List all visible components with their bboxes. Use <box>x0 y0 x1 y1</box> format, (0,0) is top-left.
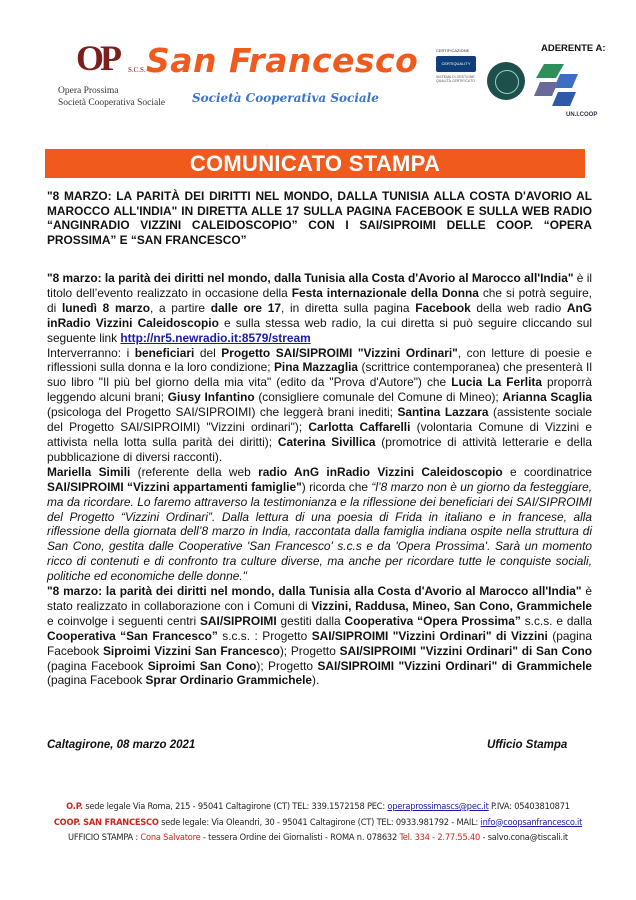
text: dalle ore 17 <box>210 300 281 315</box>
text: Cooperativa “San Francesco” <box>47 628 218 643</box>
sf-mail-link[interactable]: info@coopsanfrancesco.it <box>480 816 583 828</box>
footer <box>36 799 600 846</box>
text: Carlotta Caffarelli <box>308 420 411 435</box>
text: , a partire <box>150 300 211 315</box>
headline: "8 MARZO: LA PARITÀ DEI DIRITTI NEL MONDO, DALLA TUNISIA ALLA COSTA D'AVORIO AL MAROCCO ALL'INDIA" IN DIRETTA ALLE 17 SULLA PAGINA FACEBOOK E SULLA WEB RADIO “ANGINRADIO VIZZINI CALEIDOSCOPIO” CON I SAI/SIPROIMI DELLE COOP. “OPERA PROSSIMA” E “SAN FRANCESCO” <box>47 189 592 247</box>
certiquality-badge: CERTIQUALITY <box>436 56 476 72</box>
text: Festa internazionale della Donna <box>291 285 479 300</box>
text: (volontaria Comune di Vizzini e attivista nella lotta sulla parità dei diritti); <box>47 420 592 449</box>
paragraph-quote <box>47 465 592 584</box>
text: s.c.s. e dalla <box>520 613 592 628</box>
text: e coordinatrice <box>502 464 592 479</box>
footer-line-press <box>36 830 600 846</box>
text: SAI/SIPROIMI "Vizzini Ordinari" di Grammichele <box>317 658 592 673</box>
op-logo-scs: S.C.S. <box>128 66 146 74</box>
text: Siproimi Vizzini San Francesco <box>102 643 280 658</box>
quote: “l’8 marzo non è un giorno da festeggiare, ma da ricordare. Lo faremo attraverso la testimonianza e la riflessione dei beneficiari dei SAI/SIPROIMI del Progetto “Vizzini Ordinari”. Dalla lettura di una poesia di Frida in italiano e in francese, alla riflessione della giornata dell’8 marzo in India, raccontata dalla famiglia indiana ospite nella struttura di San Cono, gestita dalle Cooperative 'San Francesco' s.c.s e da 'Opera Prossima'. Sarà un momento ricco di contenuti e di confronto tra culture diverse, ma anche per ricordare tutte le conquiste sociali, politiche ed economiche delle donne." <box>47 479 592 584</box>
text: Vizzini, Raddusa, Mineo, San Cono, Grammichele <box>311 598 592 613</box>
text: Arianna Scaglia <box>502 390 593 405</box>
text: Sprar Ordinario Grammichele <box>145 673 313 688</box>
text: è il titolo dell’evento realizzato in occasione della <box>47 271 592 300</box>
press-contact-name: Cona Salvatore <box>140 832 201 843</box>
unicoop-logo-icon <box>532 60 582 120</box>
text: (pagina Facebook <box>47 658 148 673</box>
text: Mariella Simili <box>47 464 131 479</box>
text: e coinvolge i seguenti centri <box>47 613 200 628</box>
accredia-seal-icon <box>487 62 525 100</box>
text: Progetto SAI/SIPROIMI "Vizzini Ordinari" <box>221 345 458 360</box>
text: che si potrà seguire, di <box>47 285 592 315</box>
unicoop-label: UN.I.COOP <box>566 112 598 118</box>
text: radio AnG inRadio Vizzini Caleidoscopio <box>258 464 503 479</box>
text: Cooperativa “Opera Prossima” <box>344 613 521 628</box>
cert-head: CERTIFICAZIONE <box>436 48 470 53</box>
stream-link[interactable]: http://nr5.newradio.it:8579/stream <box>120 330 311 345</box>
text: SAI/SIPROIMI <box>200 613 277 628</box>
text: Caterina Sivillica <box>277 434 376 449</box>
text: ). <box>312 673 320 688</box>
op-name-line1: Opera Prossima <box>58 86 119 96</box>
op-logo-name <box>58 86 165 110</box>
text: Pina Mazzaglia <box>273 360 359 375</box>
text: (consigliere comunale del Comune di Mineo); <box>254 390 503 405</box>
paragraph-speakers <box>47 346 592 465</box>
footer-op-tag: O.P. <box>66 801 83 812</box>
footer-sf-tag: COOP. SAN FRANCESCO <box>53 816 159 828</box>
op-pec-link[interactable]: operaprossimascs@pec.it <box>387 801 489 812</box>
text: sede legale: Via Oleandri, 30 - 95041 Caltagirone (CT) TEL: 0933.981792 - MAIL: <box>158 816 481 828</box>
cert-text: SISTEMA DI GESTIONE QUALITÀ CERTIFICATO <box>436 75 475 84</box>
press-release-banner: COMUNICATO STAMPA <box>45 149 585 178</box>
text: lunedì 8 marzo <box>61 300 150 315</box>
op-name-line2: Società Cooperativa Sociale <box>58 97 166 108</box>
footer-line-op <box>36 799 600 815</box>
text: della web radio <box>470 300 567 315</box>
text: ) ricorda che <box>301 479 372 494</box>
text: (pagina Facebook <box>47 628 592 658</box>
text: AnG inRadio Vizzini Caleidoscopio <box>47 300 593 330</box>
san-francesco-subtitle: Società Cooperativa Sociale <box>192 91 379 105</box>
text: UFFICIO STAMPA : <box>68 832 141 843</box>
text: e sulla stessa web radio, la cui diretta si può seguire cliccando sul seguente link <box>47 315 592 345</box>
text: P.IVA: 05403810871 <box>488 801 570 812</box>
press-release-body <box>47 271 592 688</box>
paragraph-collaboration <box>47 584 592 688</box>
text: ); Progetto <box>279 643 340 658</box>
press-office-signature: Ufficio Stampa <box>487 739 568 751</box>
text: beneficiari <box>134 345 195 360</box>
event-title: "8 marzo: la parità dei diritti nel mondo, dalla Tunisia alla Costa d'Avorio al Marocco all'India" <box>47 271 574 285</box>
text: - tessera Ordine dei Giornalisti - ROMA n. 078632 <box>200 832 400 843</box>
text: proporrà leggendo alcuni brani; <box>47 375 593 405</box>
text: (psicologa del Progetto SAI/SIPROIMI) che leggerà brani inediti; <box>47 405 398 420</box>
text: (assistente sociale del Progetto SAI/SIPROIMI) "Vizzini ordinari"); <box>47 405 593 435</box>
text: ); Progetto <box>256 658 318 673</box>
text: Santina Lazzara <box>397 405 489 420</box>
op-logo-mark: OP <box>76 38 118 78</box>
footer-line-sf <box>36 815 600 831</box>
san-francesco-title: San Francesco <box>146 41 419 80</box>
text: (referente della web <box>130 464 259 479</box>
text: del <box>194 345 222 360</box>
aderente-label: ADERENTE A: <box>541 43 606 54</box>
text: Facebook <box>415 300 471 315</box>
text: , in diretta sulla pagina <box>280 300 416 315</box>
text: gestiti dalla <box>276 613 345 628</box>
text: - salvo.cona@tiscali.it <box>480 832 568 843</box>
text: SAI/SIPROIMI "Vizzini Ordinari" di San Cono <box>339 643 592 658</box>
date-line: Caltagirone, 08 marzo 2021 <box>47 739 196 751</box>
paragraph-event <box>47 271 592 346</box>
text: (scrittrice contemporanea) che presenterà Il suo libro "Il più bel giorno della mia vita" (edito da "Prova d'Autore") che <box>47 360 592 390</box>
text: , con letture di poesie e riflessioni sulla donna e la loro condizione; <box>47 345 592 375</box>
text: (promotrice di attività letterarie e della pubblicazione di diversi racconti). <box>47 434 592 464</box>
text: (pagina Facebook <box>47 673 146 688</box>
text: SAI/SIPROIMI "Vizzini Ordinari" di Vizzini <box>311 628 548 643</box>
text: s.c.s. : Progetto <box>217 628 312 643</box>
press-contact-tel: Tel. 334 - 2.77.55.40 <box>399 832 481 843</box>
text: Lucia La Ferlita <box>451 375 542 390</box>
text: SAI/SIPROIMI “Vizzini appartamenti famiglie" <box>47 479 302 494</box>
text: Siproimi San Cono <box>147 658 257 673</box>
text: è stato realizzato in collaborazione con i Comuni di <box>47 584 592 613</box>
text: Interverranno: i <box>47 345 135 360</box>
text: "8 marzo: la parità dei diritti nel mondo, dalla Tunisia alla Costa d'Avorio al Marocco all'India" <box>47 584 582 599</box>
certification-logo <box>436 48 482 98</box>
text: sede legale Via Roma, 215 - 95041 Caltagirone (CT) TEL: 339.1572158 PEC: <box>82 801 388 812</box>
text: Giusy Infantino <box>167 390 255 405</box>
